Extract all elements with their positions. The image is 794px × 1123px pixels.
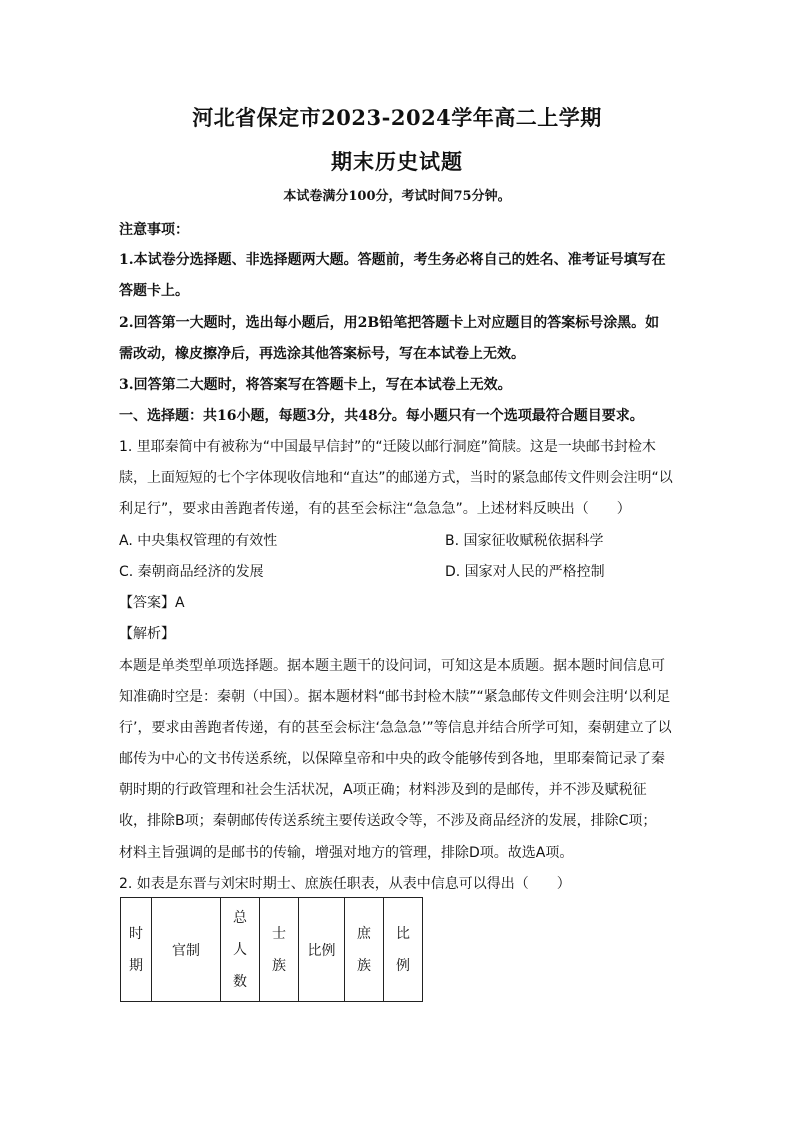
question-stem-line: 1. 里耶秦简中有被称为“中国最早信封”的“迁陵以邮行洞庭”简牍。这是一块邮书封检木 — [119, 439, 656, 455]
analysis-line: 邮传为中心的文书传送系统，以保障皇帝和中央的政令能够传到各地，里耶秦简记录了秦 — [119, 751, 665, 767]
question-2-stem: 2. 如表是东晋与刘宋时期士、庶族任职表，从表中信息可以得出（ ） — [119, 876, 571, 892]
notice-line: 答题卡上。 — [119, 283, 189, 299]
analysis-line: 收，排除B项；秦朝邮传传送系统主要传送政令等，不涉及商品经济的发展，排除C项； — [119, 813, 657, 829]
table-header-cell: 庶族 — [345, 898, 384, 1002]
table-header-cell: 官制 — [152, 898, 221, 1002]
answer: 【答案】A — [119, 595, 185, 611]
table-header-cell: 比例 — [299, 898, 345, 1002]
analysis-line: 行’，要求由善跑者传递，有的甚至会标注‘急急急’”等信息并结合所学可知，秦朝建立了以 — [119, 720, 672, 736]
analysis-label: 【解析】 — [119, 626, 175, 642]
analysis-line: 朝时期的行政管理和社会生活状况，A项正确；材料涉及到的是邮传，并不涉及赋税征 — [119, 782, 647, 798]
table-header-row — [121, 898, 423, 1002]
notice-line: 需改动，橡皮擦净后，再选涂其他答案标号，写在本试卷上无效。 — [119, 346, 525, 362]
question-stem-line: 牍，上面短短的七个字体现收信地和“直达”的邮递方式，当时的紧急邮传文件则会注明“以 — [119, 470, 673, 486]
notice-heading: 注意事项： — [119, 222, 189, 238]
analysis-line: 知准确时空是：秦朝（中国）。据本题材料“邮书封检木牍”“紧急邮传文件则会注明‘以利足 — [119, 689, 671, 705]
section-heading: 一、选择题：共16小题，每题3分，共48分。每小题只有一个选项最符合题目要求。 — [119, 408, 644, 424]
notice-line: 1.本试卷分选择题、非选择题两大题。答题前，考生务必将自己的姓名、准考证号填写在 — [119, 252, 666, 268]
exam-title-line2: 期末历史试题 — [331, 149, 463, 174]
question-stem-line: 利足行”，要求由善跑者传递，有的甚至会标注“急急急”。上述材料反映出（ ） — [119, 501, 631, 517]
exam-title-line1: 河北省保定市2023-2024学年高二上学期 — [192, 105, 602, 130]
option-d: D. 国家对人民的严格控制 — [445, 564, 605, 580]
table-header-cell: 士族 — [260, 898, 299, 1002]
analysis-line: 本题是单类型单项选择题。据本题主题干的设问词，可知这是本质题。据本题时间信息可 — [119, 658, 665, 674]
notice-line: 2.回答第一大题时，选出每小题后，用2B铅笔把答题卡上对应题目的答案标号涂黑。如 — [119, 315, 660, 331]
table-header-cell: 比例 — [384, 898, 423, 1002]
official-table — [120, 897, 423, 1002]
option-b: B. 国家征收赋税依据科学 — [445, 533, 604, 549]
option-a: A. 中央集权管理的有效性 — [119, 533, 278, 549]
analysis-line: 材料主旨强调的是邮书的传输，增强对地方的管理，排除D项。故选A项。 — [119, 845, 574, 861]
option-c: C. 秦朝商品经济的发展 — [119, 564, 264, 580]
table-header-cell: 总人数 — [221, 898, 260, 1002]
notice-line: 3.回答第二大题时，将答案写在答题卡上，写在本试卷上无效。 — [119, 377, 512, 393]
exam-subtitle: 本试卷满分100分，考试时间75分钟。 — [283, 189, 511, 204]
table-header-cell: 时期 — [121, 898, 152, 1002]
